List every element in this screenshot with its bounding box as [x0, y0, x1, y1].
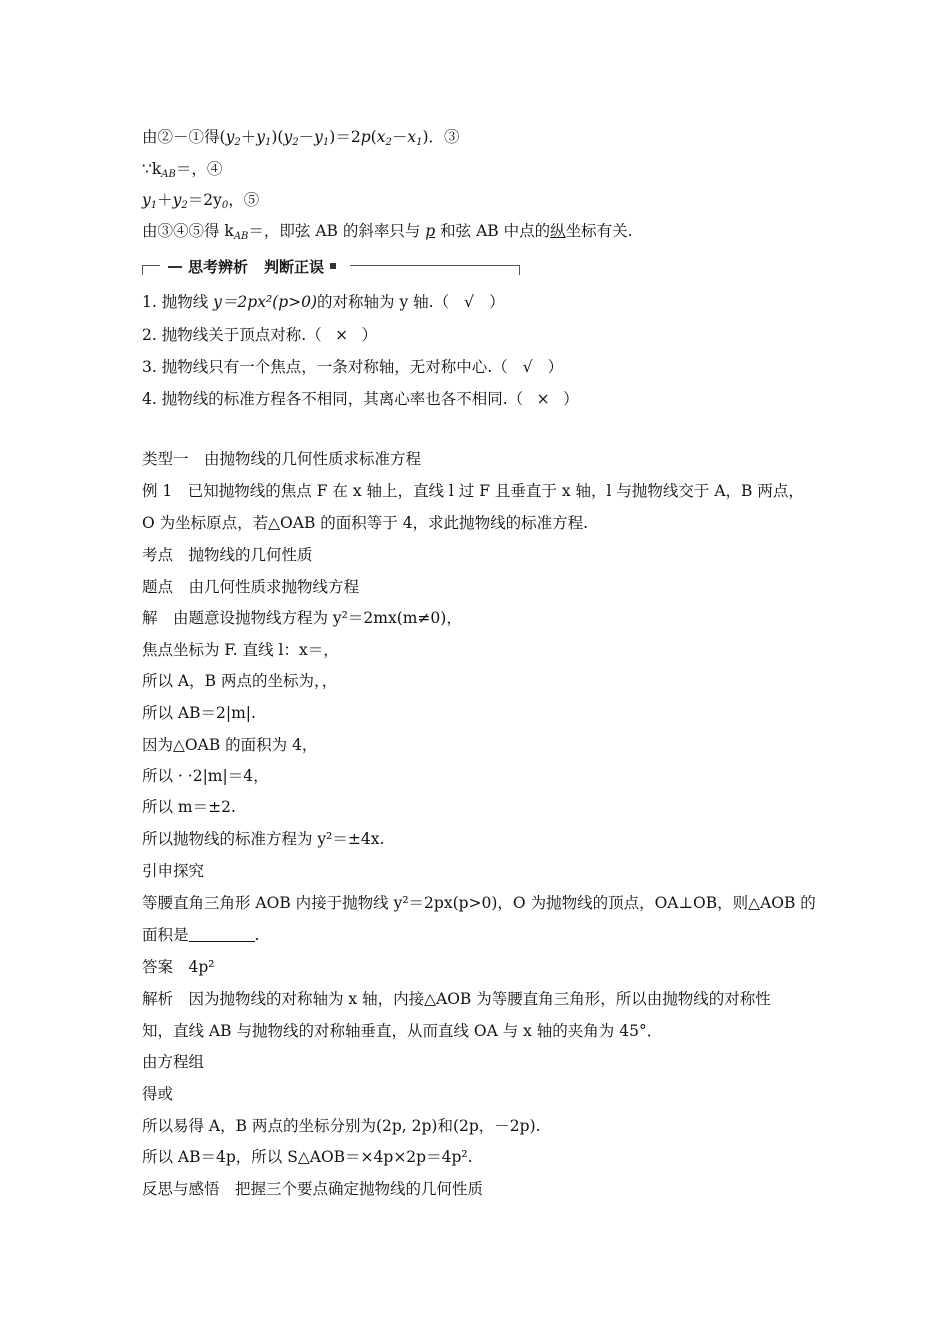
reflection-line: 反思与感悟 把握三个要点确定抛物线的几何性质 — [142, 1180, 484, 1198]
judgement-text: 1. 抛物线 — [142, 293, 214, 311]
solution-line: 解 由题意设抛物线方程为 y²＝2mx(m≠0)， — [142, 609, 462, 627]
judgement-close: ） — [547, 358, 564, 376]
solution-line: 所以 · ·2|m|＝4， — [142, 767, 269, 785]
intro-text: 由③④⑤得 k — [142, 222, 234, 240]
solution-line: 焦点坐标为 F. 直线 l：x＝， — [142, 641, 339, 659]
kaodian: 考点 抛物线的几何性质 — [142, 546, 313, 564]
intro-text: ＝，即弦 AB 的斜率只与 — [248, 222, 426, 240]
judgement-close: ） — [489, 293, 505, 311]
intro-line-1: 由②－①得$(y_2+y_1)(y_2-y_1)=2p(x_2-x_1)$．③ — [142, 128, 460, 148]
extension-text: 面积是 — [142, 926, 189, 944]
banner-left-text: 思考辨析 — [188, 258, 249, 276]
banner-left-tick — [142, 265, 143, 275]
judgement-text: 的对称轴为 y 轴.（ — [317, 293, 450, 311]
intro-line-4: 由③④⑤得 $k_{AB}=$，即弦 AB 的斜率只与 p 和弦 AB 中点的纵坐标有关. — [142, 222, 633, 242]
judgement-item — [142, 389, 579, 409]
intro-line-2: $\because k_{AB}=$，④ — [142, 160, 223, 180]
banner-right-text: 判断正误 — [264, 258, 325, 276]
intro-text: ＝，④ — [175, 160, 223, 178]
judgement-close: ） — [361, 326, 378, 344]
extension-line-1: 等腰直角三角形 AOB 内接于抛物线 y²＝2px(p>0)，O 为抛物线的顶点，OA⊥OB，则△AOB 的 — [142, 894, 816, 912]
solution-line: 所以 AB＝2|m|. — [142, 704, 256, 722]
judgement-item — [142, 357, 563, 377]
tidian: 题点 由几何性质求抛物线方程 — [142, 578, 360, 596]
solution-line: 所以 A，B 两点的坐标为，， — [142, 672, 338, 690]
intro-text: 坐标有关. — [565, 222, 633, 240]
intro-text: ，⑤ — [228, 191, 260, 209]
analysis-line-1: 解析 因为抛物线的对称轴为 x 轴，内接△AOB 为等腰直角三角形，所以由抛物线的对称性 — [142, 990, 771, 1008]
section-banner — [142, 260, 520, 278]
intro-line-3: $y_1+y_2=2y_0$，⑤ — [142, 191, 260, 211]
judgement-formula: y＝2px²(p>0) — [213, 293, 318, 311]
judgement-mark: √ — [464, 293, 475, 311]
intro-text: 由②－①得( — [142, 128, 226, 146]
analysis-line-2: 知，直线 AB 与抛物线的对称轴垂直，从而直线 OA 与 x 轴的夹角为 45°． — [142, 1022, 663, 1040]
banner-dash-icon — [168, 266, 182, 268]
answer-blank — [189, 927, 255, 942]
analysis-line-6: 所以 AB＝4p，所以 S△AOB＝×4p×2p＝4p². — [142, 1148, 473, 1166]
extension-text: . — [254, 926, 260, 944]
type-title: 类型一 由抛物线的几何性质求标准方程 — [142, 450, 422, 468]
solution-line: 所以 m＝±2. — [142, 798, 236, 816]
extension-title: 引申探究 — [142, 862, 205, 880]
solution-line: 因为△OAB 的面积为 4， — [142, 736, 318, 754]
judgement-item — [142, 292, 505, 312]
intro-text: ＝2y — [187, 191, 222, 209]
extension-line-2 — [142, 925, 259, 945]
example-line-1: 例 1 已知抛物线的焦点 F 在 x 轴上，直线 l 过 F 且垂直于 x 轴，l 与抛物线交于 A，B 两点， — [142, 482, 804, 500]
banner-square-icon — [330, 263, 336, 269]
intro-text: 和弦 AB 中点的 — [435, 222, 551, 240]
banner-right-tick — [519, 265, 520, 275]
judgement-text: 3. 抛物线只有一个焦点，一条对称轴，无对称中心.（ — [142, 358, 508, 376]
intro-text: ∵k — [142, 160, 162, 178]
banner-label — [160, 256, 350, 277]
judgement-text: 4. 抛物线的标准方程各不相同，其离心率也各不相同.（ — [142, 390, 524, 408]
judgement-mark: × — [335, 326, 349, 344]
judgement-mark: √ — [522, 358, 533, 376]
judgement-close: ） — [563, 390, 579, 408]
judgement-mark: × — [536, 390, 550, 408]
solution-line: 所以抛物线的标准方程为 y²＝±4x. — [142, 830, 385, 848]
underlined-zong: 纵 — [550, 222, 566, 240]
judgement-text: 2. 抛物线关于顶点对称.（ — [142, 326, 322, 344]
underlined-p: p — [425, 222, 436, 240]
analysis-line-4: 得或 — [142, 1085, 174, 1103]
example-line-2: O 为坐标原点，若△OAB 的面积等于 4，求此抛物线的标准方程. — [142, 514, 588, 532]
analysis-line-5: 所以易得 A，B 两点的坐标分别为(2p, 2p)和(2p，－2p). — [142, 1117, 541, 1135]
analysis-line-3: 由方程组 — [142, 1053, 205, 1071]
judgement-item — [142, 325, 377, 345]
answer-line: 答案 4p² — [142, 958, 215, 976]
intro-text: )．③ — [422, 128, 460, 146]
